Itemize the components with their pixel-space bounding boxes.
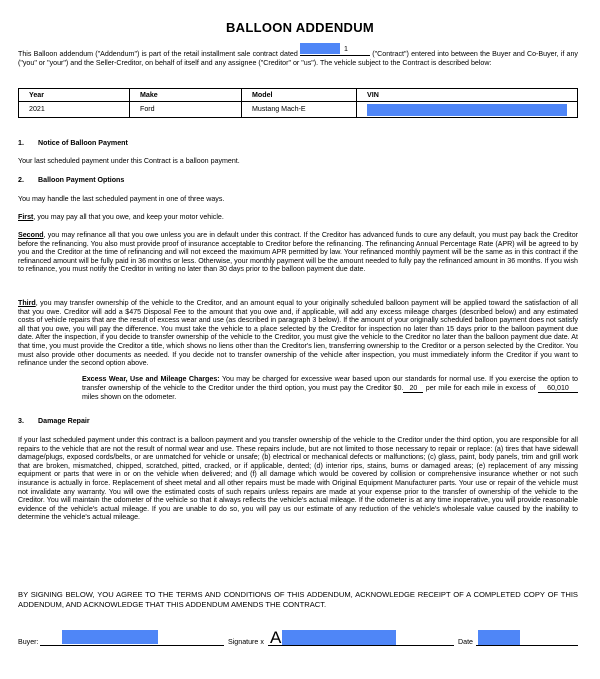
header-model: Model [242,89,357,102]
option-second-text: , you may refinance all that you owe unless you are in default under this contract. If the Creditor has advanced funds to cure any default, you must pay back the Creditor before the refinancing. You also must provide proof of insurance acceptable to Creditor before the refinancing. The refinancing Annual Percentage Rate (APR) will be agreed to by you and the Creditor at the time of refinancing and will not exceed the maximum APR permitted by law. Your refinanced monthly payment will be the same as in this contract if the refinanced amount will be fully paid in 36 months or less. Otherwise, your monthly payment will be the amount needed to fully pay the refinanced amount in 36 months. If you wish to refinance, you must notify the Creditor in writing no later than 30 days prior to the balloon payment due date. [18,231,578,274]
option-third-text: , you may transfer ownership of the vehicle to the Creditor, and an amount equal to your originally scheduled balloon payment will be applied toward the satisfaction of all that you owe. Creditor will add a $475 Disposal Fee to the amount that you owe and, if applicable, will add any excess mileage charges (described below) and any estimated costs of vehicle repairs that are the result of excess wear and use (as described in paragraph 3 below). If the amount of your originally scheduled balloon payment does not satisfy all that you owe, you will pay the difference. You must take the vehicle to a place selected by the Creditor for inspection no later than 15 days prior to the balloon payment due date. After the inspection, if you decide to transfer ownership of the vehicle to the Creditor, you must give the vehicle to the Creditor no later than the balloon payment due date. At that time, you must provide the Creditor a title, which shows no liens other than the Creditor's lien, transferring ownership to the Creditor or a person selected by the Creditor. You must also provide other documents as needed. If you decide not to transfer ownership of the vehicle after inspection, you must immediately inform the Creditor if you want to refinance under the second option above. [18,299,578,368]
redacted-buyer-name [62,630,158,644]
option-first-text: , you may pay all that you owe, and keep your motor vehicle. [33,213,224,221]
excess-wear-paragraph [82,375,578,402]
option-second [18,231,578,274]
section-1-number: 1. [18,139,24,147]
excess-cents-field: 20 [403,384,423,394]
document-title: BALLOON ADDENDUM [225,20,375,35]
excess-wear-text-1: You may be charged for excessive wear based upon our standards for normal use. If you exercise the option to transfer ownership of the vehicle to the Creditor under the third option, you must pay the Creditor $0. [82,375,578,392]
buyer-label: Buyer: [18,638,39,646]
section-2-lead: You may handle the last scheduled payment in one of three ways. [18,195,225,203]
section-3-heading [18,417,90,426]
cell-year: 2021 [19,102,130,118]
vehicle-table-header [19,89,578,102]
date-line [476,645,578,646]
intro-paragraph [18,46,578,67]
section-1-heading [18,139,128,148]
option-first-label: First [18,213,34,221]
option-first [18,213,224,222]
date-label: Date [458,638,473,646]
signature-label: Signature x [228,638,264,646]
contract-date-field [300,46,370,56]
redacted-vin [367,104,567,116]
excess-wear-text-3: miles shown on the odometer. [82,393,177,402]
intro-text-part2: ("Contract") entered into between the Buyer and Co-Buyer, if any ("you" or "your") and the Seller-Creditor, on behalf of itself and any assignee ("Creditor" or "us"). The vehicle subject to the Contract is described below: [18,50,578,67]
excess-wear-text-2: per mile for each mile in excess of [425,383,536,392]
section-3-title: Damage Repair [38,417,90,425]
cell-vin [357,102,578,118]
acknowledgement-text: BY SIGNING BELOW, YOU AGREE TO THE TERMS AND CONDITIONS OF THIS ADDENDUM, ACKNOWLEDGE RECEIPT OF A COMPLETED COPY OF THIS ADDENDUM, AND ACKNOWLEDGE THAT THIS ADDENDUM AMENDS THE CONTRACT. [18,590,578,609]
section-2-number: 2. [18,176,24,184]
header-vin: VIN [357,89,578,102]
option-third-label: Third [18,299,36,307]
redacted-date [300,43,340,54]
section-2-heading [18,176,124,185]
cell-make: Ford [130,102,242,118]
option-third [18,299,578,368]
header-make: Make [130,89,242,102]
vehicle-table [18,88,578,118]
section-2-title: Balloon Payment Options [38,176,125,184]
cell-model: Mustang Mach-E [242,102,357,118]
intro-text-part1: This Balloon addendum ("Addendum") is part of the retail installment sale contract dated [18,50,298,58]
vehicle-table-row [19,102,578,118]
section-1-title: Notice of Balloon Payment [38,139,128,147]
excess-miles-field: 60,010 [538,384,578,394]
section-3-number: 3. [18,417,24,425]
redacted-signature [282,630,396,645]
redacted-date-signed [478,630,520,645]
contract-date-suffix: 1 [344,45,348,53]
option-second-label: Second [18,231,44,239]
excess-wear-label: Excess Wear, Use and Mileage Charges: [82,375,220,383]
section-1-text: Your last scheduled payment under this Contract is a balloon payment. [18,157,240,165]
header-year: Year [19,89,130,102]
signature-line [268,645,454,646]
section-3-text: If your last scheduled payment under this contract is a balloon payment and you transfer ownership of the vehicle to the Creditor under the third option, you are responsible for all repairs to the vehicle that are not the result of normal wear and use. These repairs include, but are not limited to those necessary to repair or replace: (a) tires that have sidewall damage/plugs, exposed cords/belts, or are unmatched for vehicle or unsafe; (b) electrical or mechanical defects or malfunctions; (c) glass, paint, body panels, trim and grill work that are broken, mismatched, chipped, scratched, pitted, cracked, or if applicable, dented; (d) interior rips, stains, burns or damaged areas; (e) replacement of any missing equipment or parts that were in or on the vehicle when delivered; and (f) all damage which would be covered by collision or comprehensive insurance whether or not such insurance is actually in force. Replacement of sheet metal and all other repairs must be made with Original Equipment Manufacturer parts. Your use or repair of the vehicle must not invalidate any warranty. You will owe the estimated costs of such repairs unless repairs are made at your expense prior to the transfer of ownership of the vehicle to the Creditor. You will maintain the odometer of the vehicle so that it always reflects the vehicle's actual mileage. If the odometer is at any time inoperative, you will provide reasonable evidence of the vehicle's actual mileage. If you are unable to do so, you will pay us our estimate of any reduction of the vehicle's wholesale value caused by the inability to determine the vehicle's actual mileage. [18,436,578,522]
buyer-line [40,645,224,646]
signature-mark: A [270,628,282,647]
